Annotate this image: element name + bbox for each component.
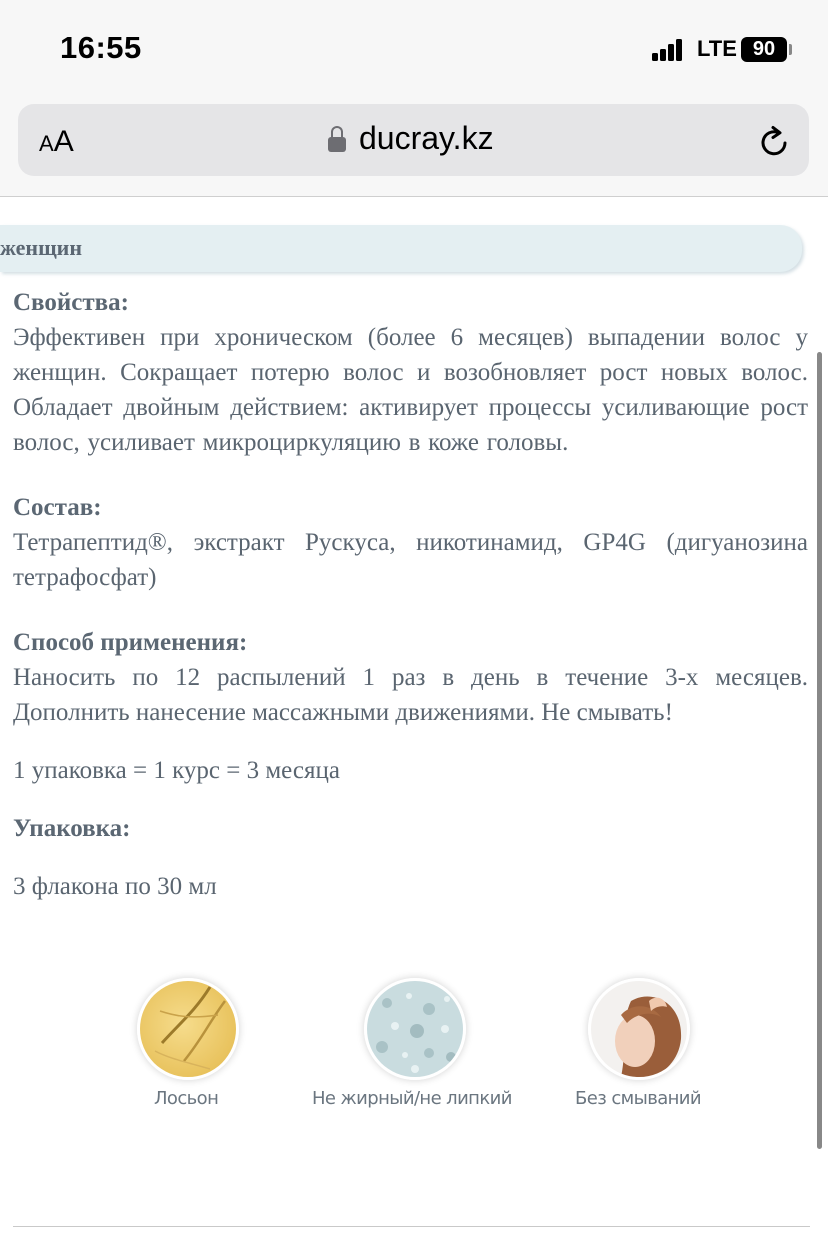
package-title: Упаковка:: [13, 815, 131, 842]
browser-toolbar: [0, 98, 828, 197]
address-bar[interactable]: [18, 104, 809, 176]
banner-text: женщин: [0, 235, 83, 260]
url-text[interactable]: ducray.kz: [359, 120, 494, 156]
woman-hair-icon: [588, 978, 690, 1080]
usage-text: Наносить по 12 распылений 1 раз в день в течение 3-х месяцев. Дополнить нанесение массажными движениями. Не смывать!: [13, 664, 808, 726]
package-text: 3 флакона по 30 мл: [13, 873, 217, 900]
feature-label-leave-in: Без смываний: [575, 1088, 702, 1109]
divider: [13, 1226, 810, 1227]
properties-text: Эффективен при хроническом (более 6 месяцев) выпадении волос у женщин. Сокращает потерю волос и возобновляет рост новых волос. Обладает двойным действием: активирует процессы усиливающие рост волос, усиливает микроциркуляцию в коже головы.: [13, 324, 808, 456]
product-description: [13, 285, 808, 904]
lock-icon: [328, 126, 346, 154]
battery-tip: [789, 44, 792, 55]
composition-text: Тетрапептид®, экстракт Рускуса, никотинамид, GP4G (дигуанозина тетрафосфат): [13, 529, 808, 591]
course-text: 1 упаковка = 1 курс = 3 месяца: [13, 757, 340, 784]
water-drops-icon: [364, 978, 466, 1080]
usage-title: Способ применения:: [13, 629, 248, 656]
signal-icon: [652, 39, 690, 61]
status-time: 16:55: [60, 30, 142, 65]
properties-title: Свойства:: [13, 289, 129, 316]
composition-title: Состав:: [13, 494, 102, 521]
text-size-button[interactable]: AA: [39, 125, 74, 158]
reload-icon[interactable]: [756, 124, 792, 160]
feature-label-lotion: Лосьон: [154, 1088, 219, 1109]
scrollbar[interactable]: [817, 352, 822, 1149]
network-type: LTE: [697, 36, 737, 61]
battery-icon: 90: [741, 37, 787, 62]
status-bar: [0, 0, 828, 98]
section-banner: [0, 225, 802, 272]
feature-label-non-greasy: Не жирный/не липкий: [312, 1088, 512, 1109]
lotion-icon: [137, 978, 239, 1080]
